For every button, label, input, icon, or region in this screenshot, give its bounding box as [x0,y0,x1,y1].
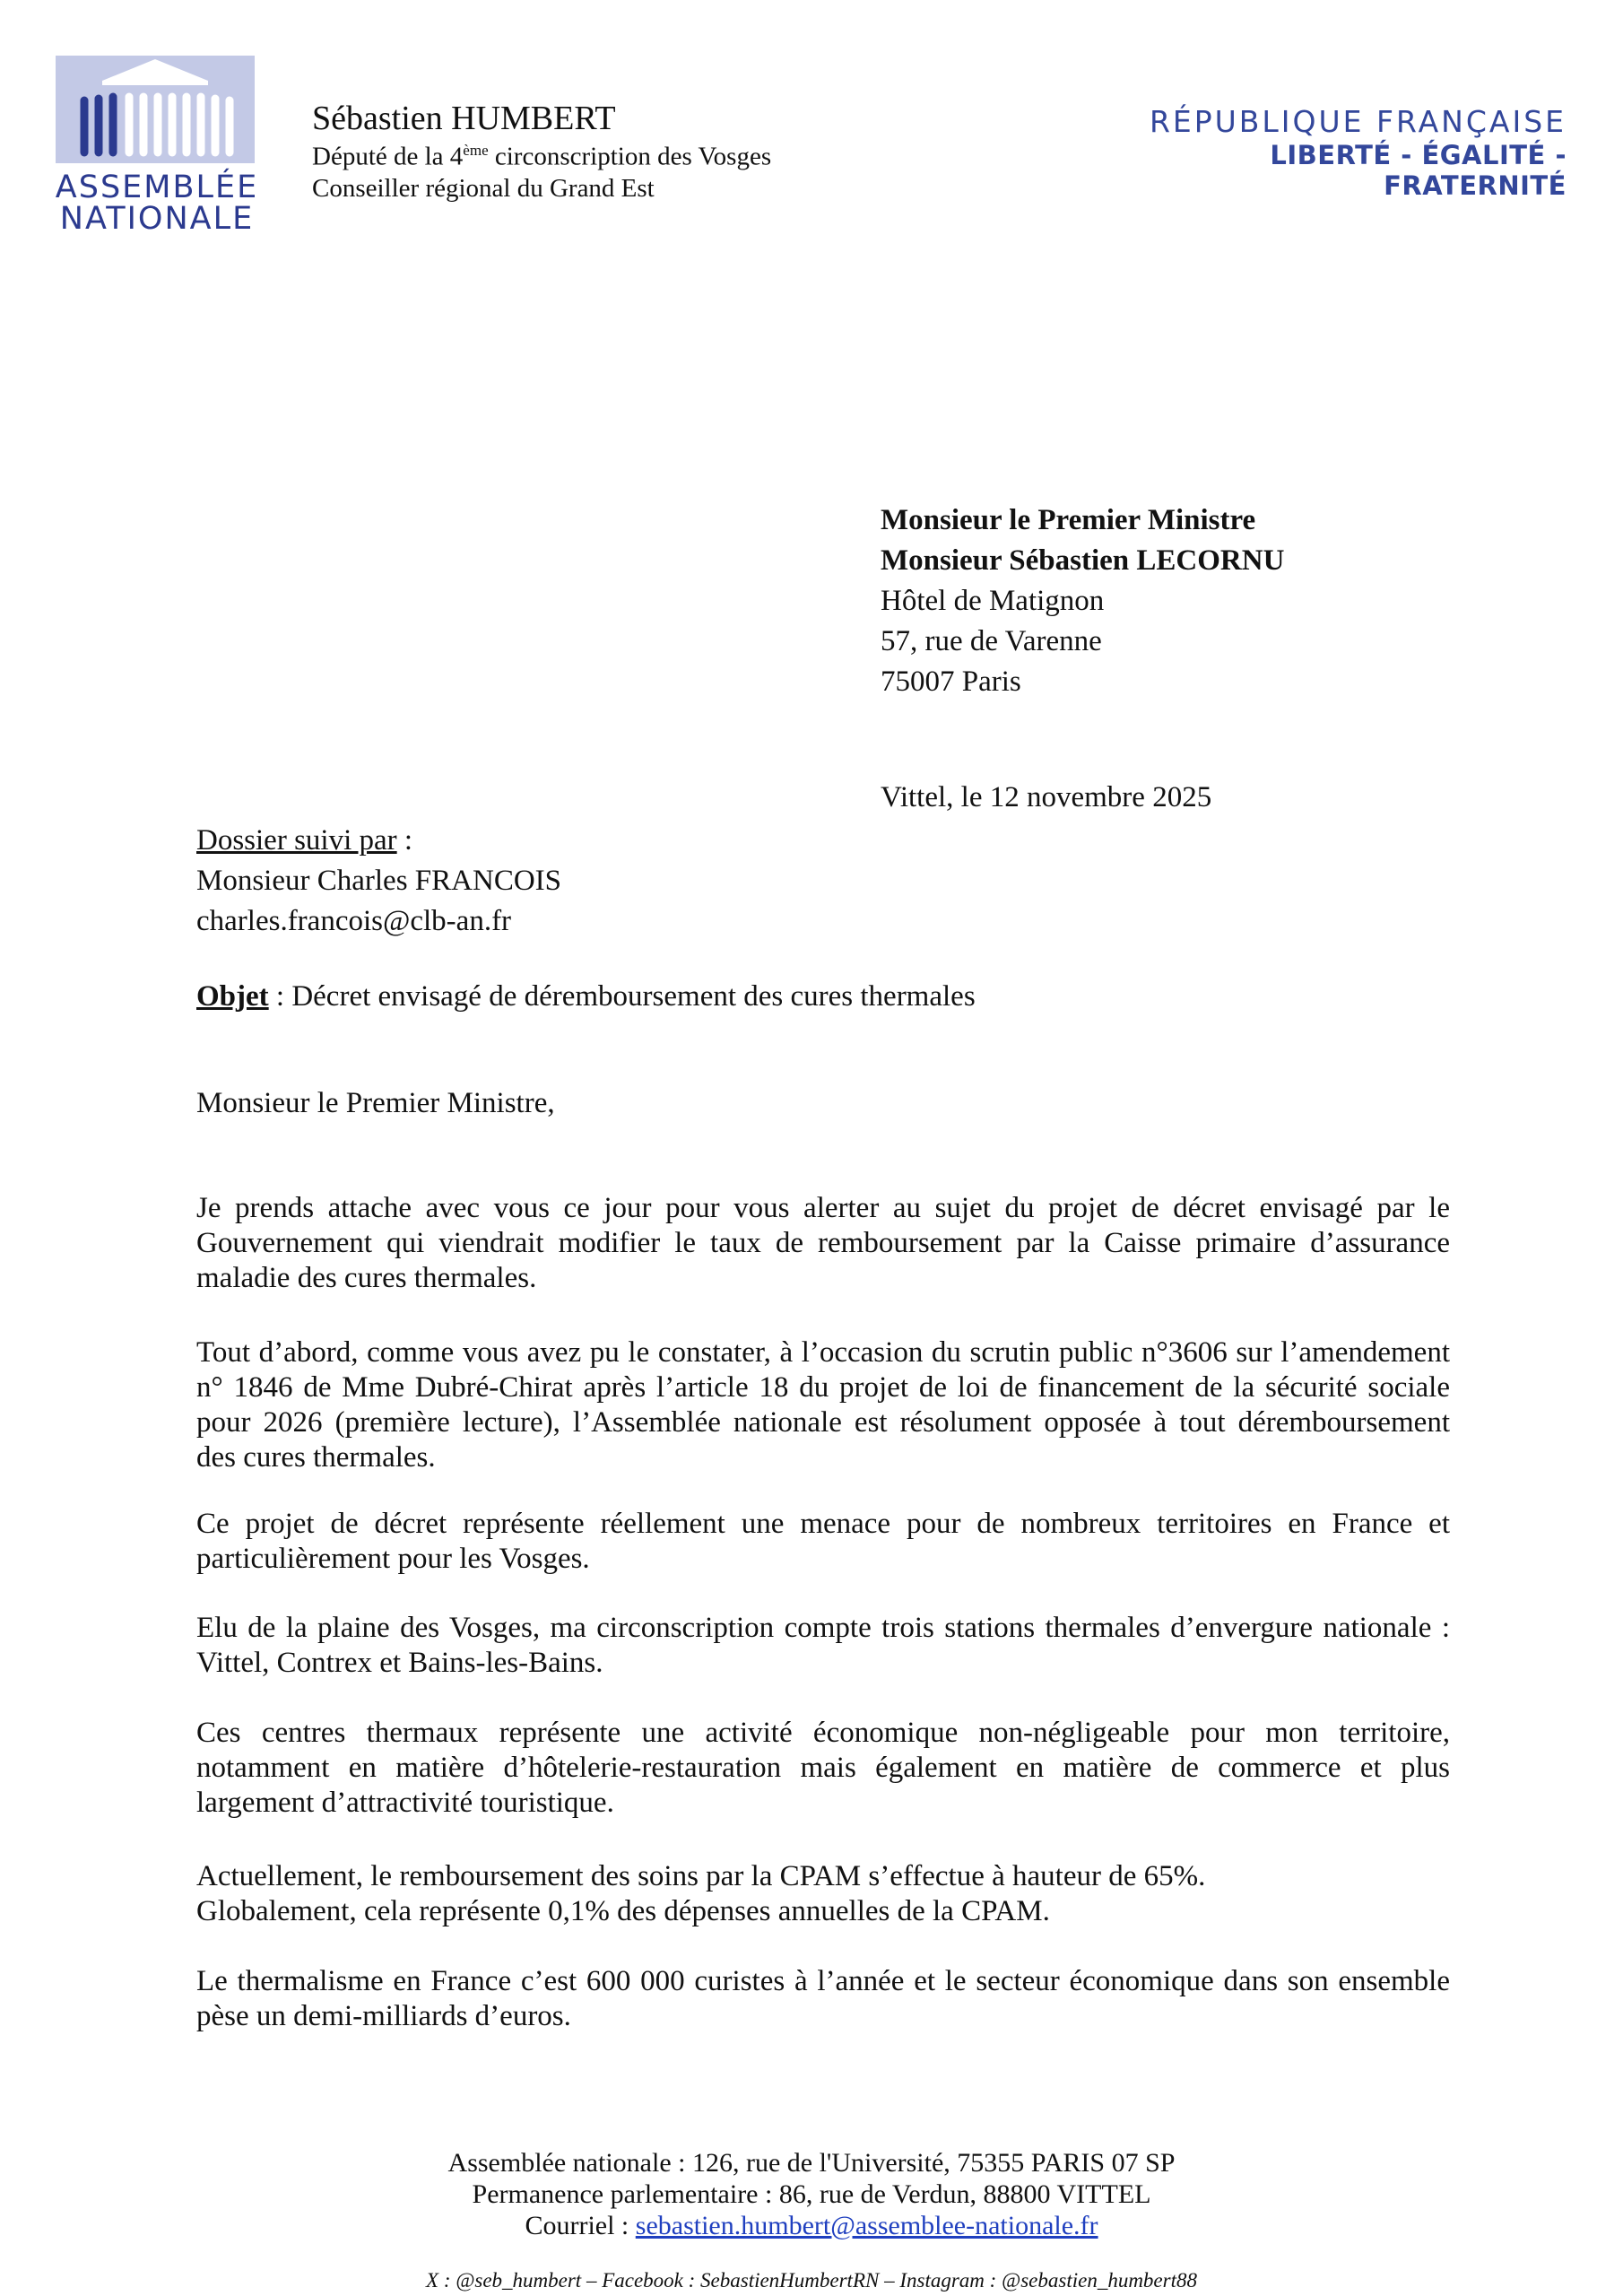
sender-title: Député de la 4ème circonscription des Vosges [312,142,772,171]
footer-address-permanence: Permanence parlementaire : 86, rue de Verdun, 88800 VITTEL [472,2179,1151,2209]
assemblee-nationale-logo [54,56,260,235]
republique-francaise-title: RÉPUBLIQUE FRANÇAISE [1149,104,1567,139]
recipient-line: 75007 Paris [881,665,1021,698]
recipient-line: Hôtel de Matignon [881,585,1105,617]
recipient-line: Monsieur Sébastien LECORNU [881,544,1285,577]
logo-text-line2: NATIONALE [59,201,255,237]
body-paragraph: Ces centres thermaux représente une activité économique non-négligeable pour mon territoire, notamment en matière d’hôtelerie-restauration mais également en matière de commerce et plus largement d’attractivité touristique. [196,1717,1450,1819]
sender-name: Sébastien HUMBERT [312,100,616,137]
body-paragraph: Actuellement, le remboursement des soins par la CPAM s’effectue à hauteur de 65%. Globalement, cela représente 0,1% des dépenses annuelles de la CPAM. [196,1860,1206,1927]
dossier-contact-email: charles.francois@clb-an.fr [196,905,512,937]
footer-social-links: X : @seb_humbert – Facebook : SebastienHumbertRN – Instagram : @sebastien_humbert88 [426,2269,1197,2292]
body-paragraph: Le thermalisme en France c’est 600 000 curistes à l’année et le secteur économique dans son ensemble pèse un demi-milliards d’euros. [196,1965,1450,2032]
subject-line: Objet : Décret envisagé de déremboursement des cures thermales [196,980,976,1013]
dossier-contact-name: Monsieur Charles FRANCOIS [196,865,562,897]
body-paragraph: Je prends attache avec vous ce jour pour vous alerter au sujet du projet de décret envisagé par le Gouvernement qui viendrait modifier le taux de remboursement par la Caisse primaire d’assurance maladie des cures thermales. [196,1192,1450,1294]
recipient-line: Monsieur le Premier Ministre [881,504,1256,536]
body-paragraph: Tout d’abord, comme vous avez pu le constater, à l’occasion du scrutin public n°3606 sur l’amendement n° 1846 de Mme Dubré-Chirat après l’article 18 du projet de loi de financement de la sécurité sociale pour 2026 (première lecture), l’Assemblée nationale est résolument opposée à tout déremboursement des cures thermales. [196,1336,1450,1474]
body-paragraph: Elu de la plaine des Vosges, ma circonscription compte trois stations thermales d’envergure nationale : Vittel, Contrex et Bains-les-Bains. [196,1612,1450,1679]
logo-text-line1: ASSEMBLÉE [55,170,259,205]
sender-subtitle: Conseiller régional du Grand Est [312,174,655,203]
footer-email-line: Courriel : sebastien.humbert@assemblee-nationale.fr [525,2211,1098,2240]
footer-address-assemblee: Assemblée nationale : 126, rue de l'Université, 75355 PARIS 07 SP [447,2148,1176,2178]
republique-motto: LIBERTÉ - ÉGALITÉ - FRATERNITÉ [1270,140,1567,201]
subject-label: Objet [196,980,269,1013]
salutation: Monsieur le Premier Ministre, [196,1087,555,1119]
date-line: Vittel, le 12 novembre 2025 [881,781,1212,813]
hemicycle-emblem [56,56,255,163]
footer-email-link[interactable]: sebastien.humbert@assemblee-nationale.fr [635,2211,1098,2240]
recipient-line: 57, rue de Varenne [881,625,1102,657]
dossier-label: Dossier suivi par : [196,824,413,857]
body-paragraph: Ce projet de décret représente réellement une menace pour de nombreux territoires en France et particulièrement pour les Vosges. [196,1508,1450,1575]
